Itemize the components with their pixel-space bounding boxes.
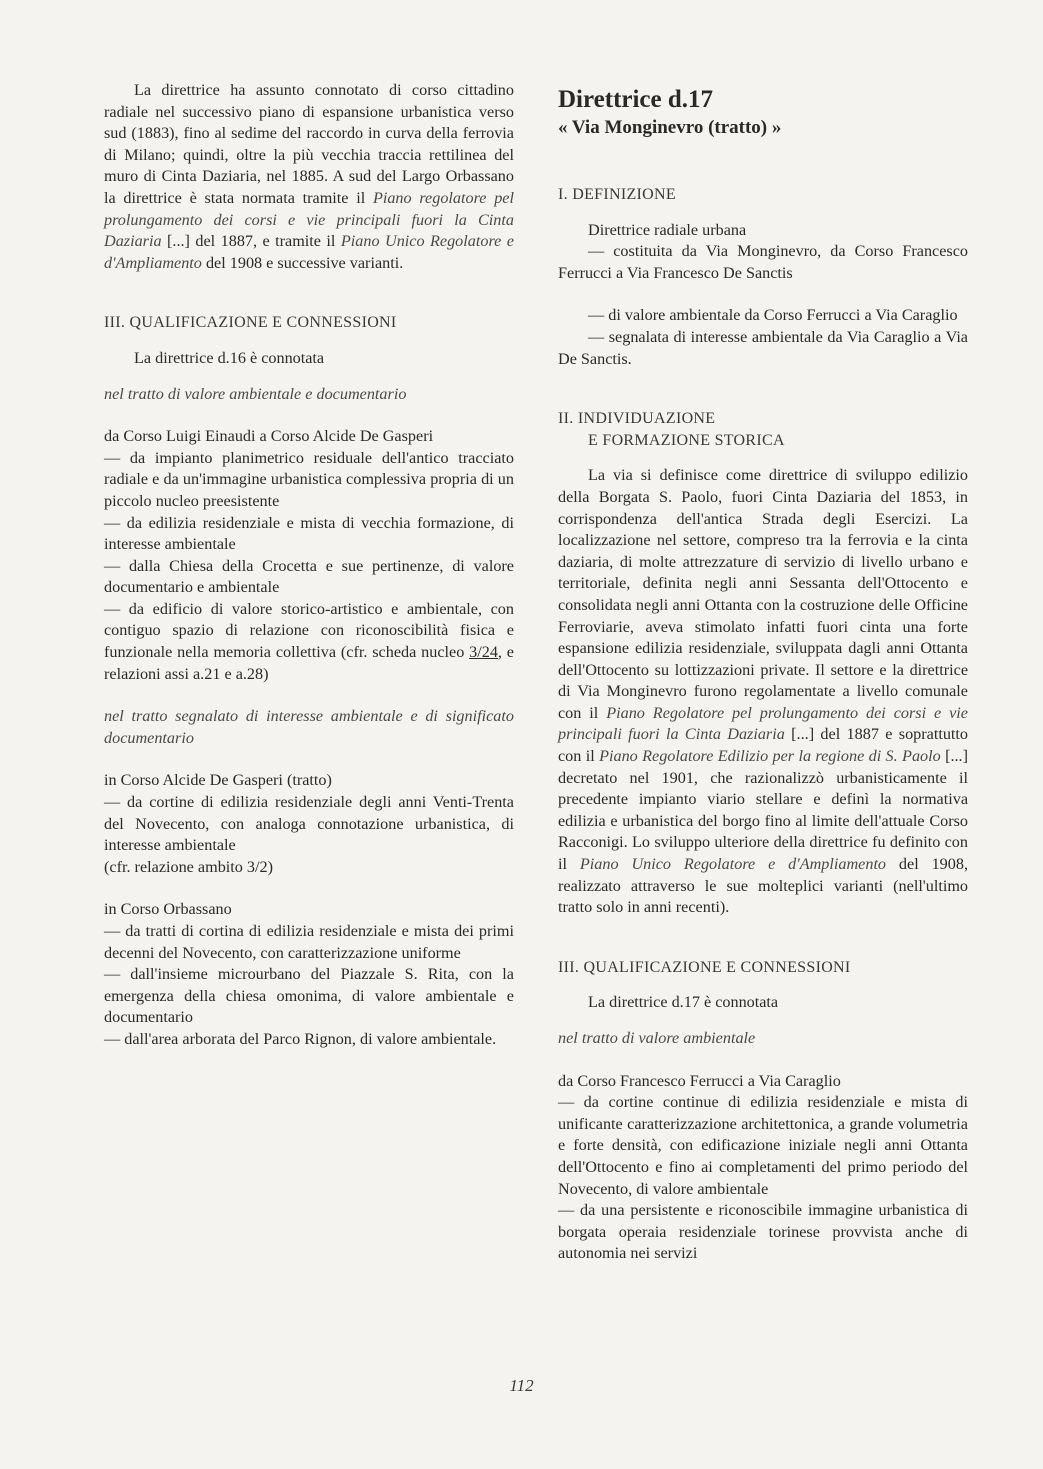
page-title: Direttrice d.17	[558, 86, 714, 113]
section-heading-individuazione-line2: E FORMAZIONE STORICA	[588, 431, 785, 449]
list-item: — da cortine continue di edilizia residenziale e mista di unificante caratterizzazione architettonica, a grande volumetria e forte densità, con edificazione iniziale negli anni Ottanta dell'Ottocento e fino ai completamenti del primo periodo del Novecento, di valore ambientale	[558, 1093, 968, 1198]
list-item: — di valore ambientale da Corso Ferrucci a Via Caraglio	[588, 306, 958, 325]
intro-paragraph: La direttrice ha assunto connotato di corso cittadino radiale nel successivo piano di espansione urbanistica verso sud (1883), fino al sedime del raccordo in curva della ferrovia di Milano; quindi, oltre la più vecchia traccia rettilinea del muro di Cinta Daziaria, nel 1885. A sud del Largo Orbassano la direttrice è stata normata tramite il Piano regolatore pel prolungamento dei corsi e vie principali fuori la Cinta Daziaria [...] del 1887, e tramite il Piano Unico Regolatore e d'Ampliamento del 1908 e successive varianti.	[104, 81, 514, 272]
page-number: 112	[509, 1376, 534, 1395]
right-column	[558, 80, 968, 1265]
history-paragraph: La via si definisce come direttrice di sviluppo edilizio della Borgata S. Paolo, fuori Cinta Daziaria del 1853, in corrispondenza dell'antica Strada degli Esercizi. La localizzazione nel settore, compreso tra la ferrovia e la cinta daziaria, di molte attrezzature di servizio di livello urbano e territoriale, definita negli anni Sessanta dell'Ottocento e consolidata negli anni Ottanta con la costruzione delle Officine Ferroviarie, aveva stimolato infatti fuori cinta una forte espansione edilizia residenziale, sviluppata dagli anni Ottanta dell'Ottocento su lottizzazioni private. Il settore e la direttrice di Via Monginevro furono regolamentate a livello comunale con il Piano Regolatore pel prolungamento dei corsi e vie principali fuori la Cinta Daziaria [...] del 1887 e soprattutto con il Piano Regolatore Edilizio per la regione di S. Paolo [...] decretato nel 1901, che razionalizzò urbanisticamente il precedente impianto viario stellare e definì la normativa edilizia e urbanistica del borgo fino al limite dell'attuale Corso Racconigi. Lo sviluppo ulteriore della direttrice fu definito con il Piano Unico Regolatore e d'Ampliamento del 1908, realizzato attraverso le sue molteplici varianti (nell'ultimo tratto solo in anni recenti).	[558, 466, 969, 917]
tratto-label-ambientale: nel tratto di valore ambientale e documentario	[104, 384, 407, 403]
nucleo-reference: 3/24	[469, 643, 498, 662]
list-item: — dall'insieme microurbano del Piazzale S. Rita, con la emergenza della chiesa omonima, di valore ambientale e documentario	[104, 965, 514, 1027]
list-item: — da edificio di valore storico-artistico e ambientale, con contiguo spazio di relazione con riconoscibilità fisica e funzionale nella memoria collettiva (cfr. scheda nucleo 3/24, e relazioni assi a.21 e a.28)	[104, 599, 514, 683]
list-item: — costituita da Via Monginevro, da Corso Francesco Ferrucci a Via Francesco De Sanctis	[558, 242, 968, 282]
list-item: — da edilizia residenziale e mista di vecchia formazione, di interesse ambientale	[104, 513, 514, 554]
section-heading-individuazione: II. INDIVIDUAZIONE	[558, 410, 716, 428]
page-subtitle: « Via Monginevro (tratto) »	[558, 117, 782, 138]
section-heading-qualificazione: III. QUALIFICAZIONE E CONNESSIONI	[104, 314, 397, 332]
tratto-place: da Corso Francesco Ferrucci a Via Caraglio	[558, 1071, 841, 1090]
list-item: — da cortine di edilizia residenziale degli anni Venti-Trenta del Novecento, con analoga connotazione urbanistica, di interesse ambientale	[104, 793, 514, 855]
tratto-place: da Corso Luigi Einaudi a Corso Alcide De Gasperi	[104, 427, 434, 446]
list-item: (cfr. relazione ambito 3/2)	[104, 857, 273, 876]
list-item: — dall'area arborata del Parco Rignon, di valore ambientale.	[104, 1029, 497, 1048]
tratto-label-ambientale: nel tratto di valore ambientale	[558, 1029, 756, 1047]
list-item: — da una persistente e riconoscibile immagine urbanistica di borgata operaia residenziale torinese provvista anche di autonomia nei servizi	[558, 1201, 968, 1263]
section-lead: La direttrice d.16 è connotata	[134, 348, 325, 367]
section-heading-definizione: I. DEFINIZIONE	[558, 186, 676, 203]
tratto-label-segnalato: nel tratto segnalato di interesse ambientale e di significato documentario	[104, 707, 514, 747]
definition-lead: Direttrice radiale urbana	[588, 220, 747, 239]
section-heading-qualificazione: III. QUALIFICAZIONE E CONNESSIONI	[558, 958, 851, 976]
list-item: — da impianto planimetrico residuale dell'antico tracciato radiale e da un'immagine urbanistica complessiva propria di un piccolo nucleo preesistente	[104, 448, 514, 510]
section-lead: La direttrice d.17 è connotata	[588, 993, 779, 1012]
list-item: — da tratti di cortina di edilizia residenziale e mista dei primi decenni del Novecento, con caratterizzazione uniforme	[104, 922, 514, 962]
left-column	[104, 80, 514, 1051]
list-item: — segnalata di interesse ambientale da Via Caraglio a Via De Sanctis.	[558, 327, 968, 368]
tratto-place: in Corso Orbassano	[104, 900, 232, 919]
list-item: — dalla Chiesa della Crocetta e sue pertinenze, di valore documentario e ambientale	[104, 556, 514, 597]
tratto-place: in Corso Alcide De Gasperi (tratto)	[104, 771, 332, 790]
